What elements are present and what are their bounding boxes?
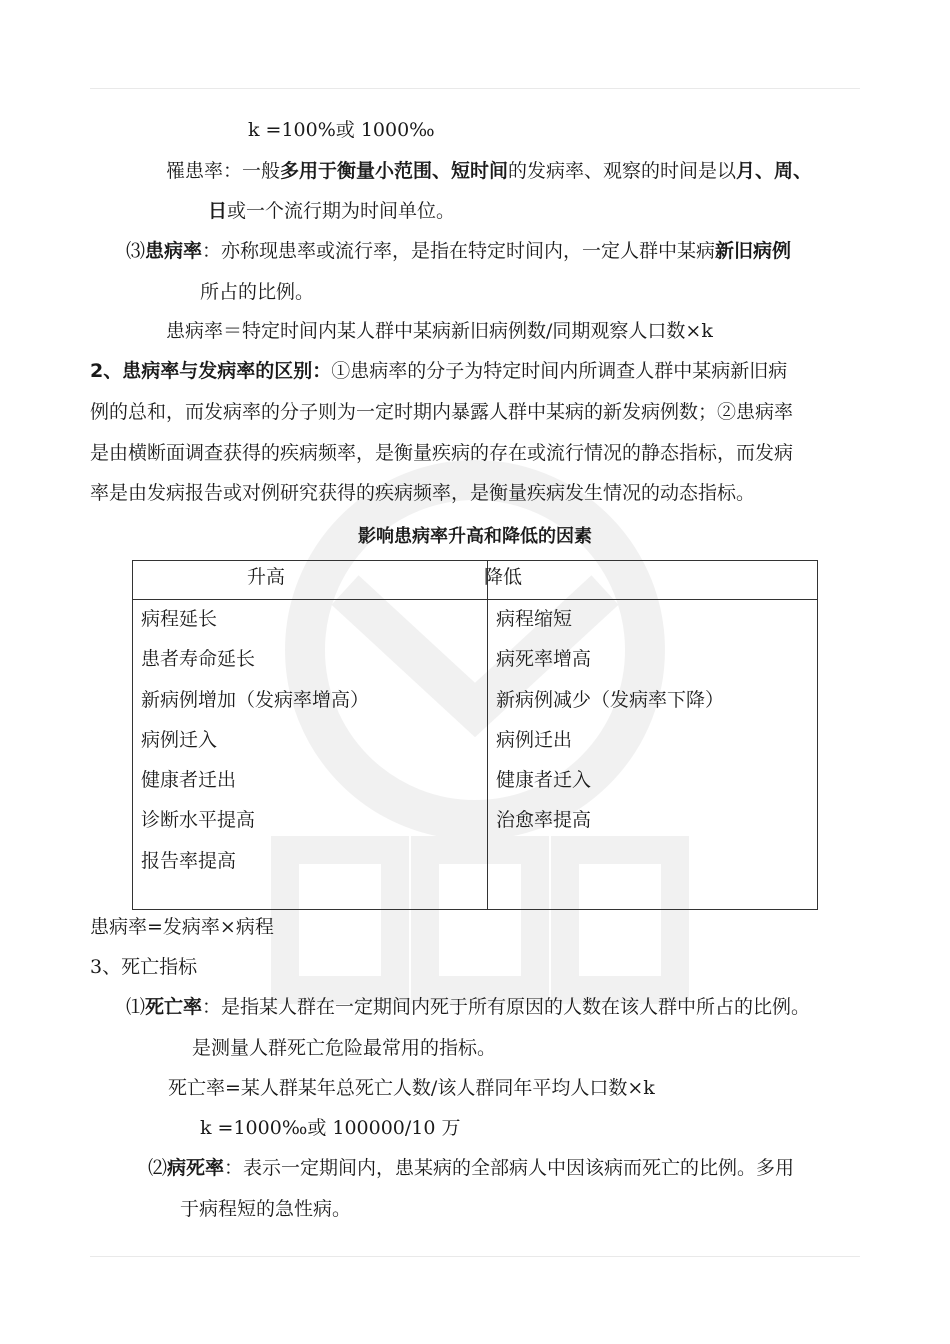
prevalence-formula: 患病率＝特定时间内某人群中某病新旧病例数/同期观察人口数×k (166, 320, 713, 342)
header-decrease: 降低 (488, 561, 818, 600)
k-value-line: k =100%或 1000‰ (248, 119, 435, 141)
header-increase: 升高 (133, 561, 488, 600)
list-item: 报告率提高 (141, 849, 237, 872)
mortality-k-value: k =1000‰或 100000/10 万 (200, 1117, 461, 1139)
mortality-formula: 死亡率=某人群某年总死亡人数/该人群同年平均人口数×k (168, 1077, 655, 1099)
list-item: 新病例减少（发病率下降） (496, 688, 725, 711)
list-item: 健康者迁出 (141, 769, 237, 792)
table-header-row (133, 561, 818, 600)
difference-line-1: 2、患病率与发病率的区别：①患病率的分子为特定时间内所调查人群中某病新旧病 (90, 360, 788, 382)
difference-line-2: 例的总和，而发病率的分子则为一定时期内暴露人群中某病的新发病例数；②患病率 (90, 401, 794, 423)
table-body-row (133, 600, 818, 910)
list-item: 治愈率提高 (496, 809, 592, 832)
prevalence-definition-line-2: 所占的比例。 (200, 281, 315, 303)
prevalence-definition-line-1: ⑶患病率：亦称现患率或流行率，是指在特定时间内，一定人群中某病新旧病例 (126, 240, 792, 262)
list-item: 病程缩短 (496, 608, 573, 630)
footer-rule (90, 1256, 860, 1257)
list-item: 病程延长 (141, 608, 218, 630)
increase-factors-cell (133, 600, 488, 910)
difference-line-4: 率是由发病报告或对例研究获得的疾病频率，是衡量疾病发生情况的动态指标。 (90, 482, 756, 504)
case-fatality-line-2: 于病程短的急性病。 (180, 1198, 352, 1220)
list-item: 病例迁出 (496, 728, 573, 751)
attack-rate-line-1: 罹患率：一般多用于衡量小范围、短时间的发病率、观察的时间是以月、周、 (166, 160, 813, 182)
list-item: 诊断水平提高 (141, 809, 256, 832)
header-rule (90, 88, 860, 89)
difference-line-3: 是由横断面调查获得的疾病频率，是衡量疾病的存在或流行情况的静态指标，而发病 (90, 442, 794, 464)
attack-rate-line-2: 日或一个流行期为时间单位。 (208, 200, 456, 222)
case-fatality-line-1: ⑵病死率：表示一定期间内，患某病的全部病人中因该病而死亡的比例。多用 (148, 1157, 795, 1179)
list-item: 新病例增加（发病率增高） (141, 688, 370, 711)
list-item: 病死率增高 (496, 648, 592, 671)
mortality-definition-line-1: ⑴死亡率：是指某人群在一定期间内死于所有原因的人数在该人群中所占的比例。 (126, 996, 811, 1018)
mortality-definition-line-2: 是测量人群死亡危险最常用的指标。 (192, 1037, 497, 1059)
list-item: 健康者迁入 (496, 769, 592, 792)
list-item: 患者寿命延长 (141, 648, 256, 671)
prevalence-factors-table (132, 560, 818, 910)
prevalence-incidence-relation: 患病率=发病率×病程 (90, 916, 274, 938)
decrease-factors-cell (488, 600, 818, 910)
section-heading-mortality: 3、死亡指标 (90, 956, 198, 978)
table-caption: 影响患病率升高和降低的因素 (358, 526, 592, 547)
list-item: 病例迁入 (141, 728, 218, 751)
